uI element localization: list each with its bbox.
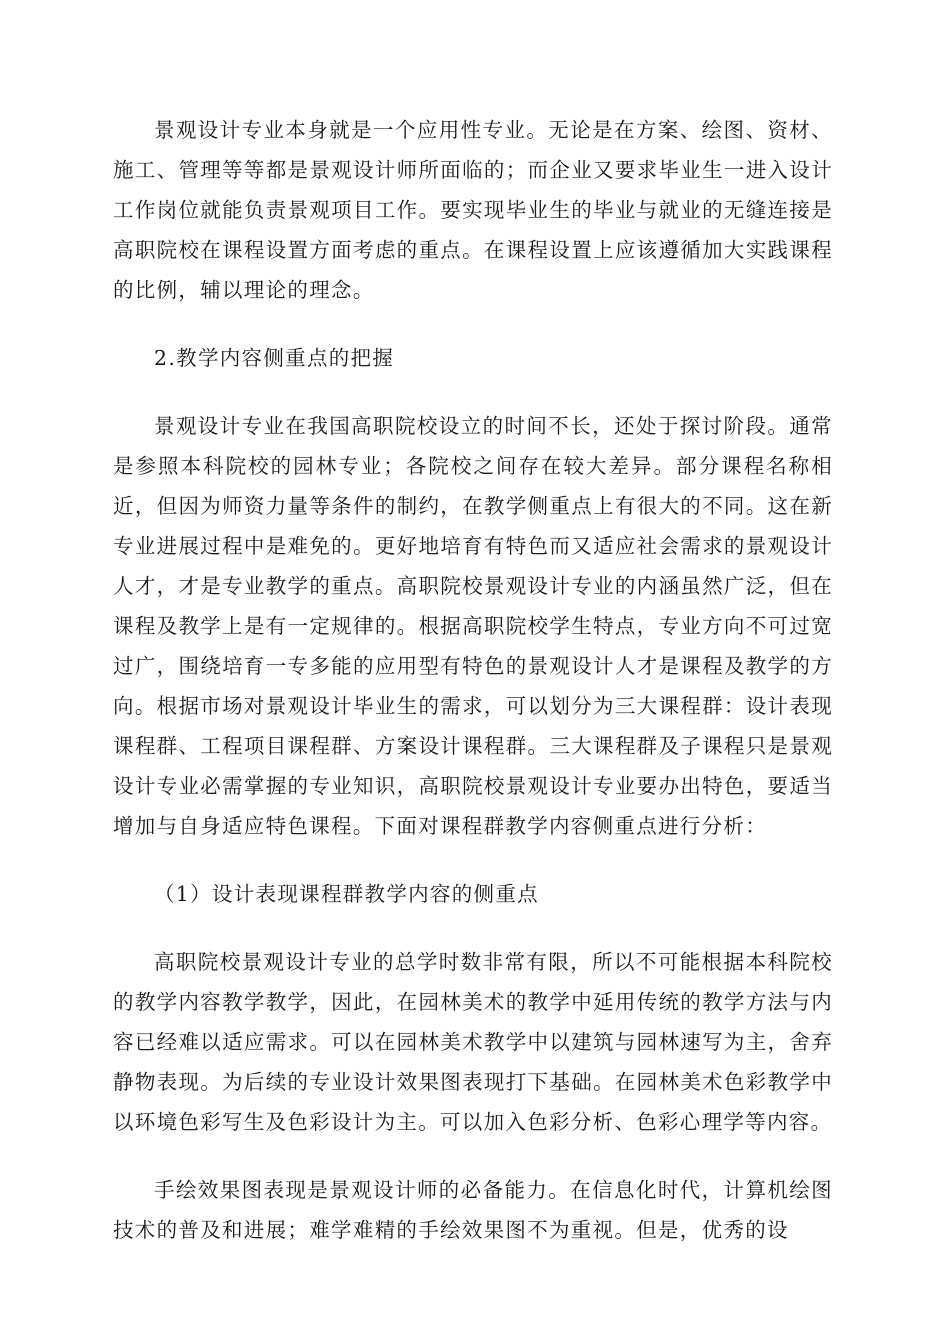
paragraph-application-major: 景观设计专业本身就是一个应用性专业。无论是在方案、绘图、资材、施工、管理等等都是景观设计师所面临的；而企业又要求毕业生一进入设计工作岗位就能负责景观项目工作。要实现毕业生的毕业与就业的无缝连接是高职院校在课程设置方面考虑的重点。在课程设置上应该遵循加大实践课程的比例，辅以理论的理念。: [113, 118, 833, 302]
document-body: [113, 110, 833, 1250]
paragraph-garden-art: 高职院校景观设计专业的总学时数非常有限，所以不可能根据本科院校的教学内容教学教学，因此，在园林美术的教学中延用传统的教学方法与内容已经难以适应需求。可以在园林美术教学中以建筑与园林速写为主，舍弃静物表现。为后续的专业设计效果图表现打下基础。在园林美术色彩教学中以环境色彩写生及色彩设计为主。可以加入色彩分析、色彩心理学等内容。: [113, 950, 833, 1134]
paragraph-hand-drawing: 手绘效果图表现是景观设计师的必备能力。在信息化时代，计算机绘图技术的普及和进展；难学难精的手绘效果图不为重视。但是，优秀的设: [113, 1178, 833, 1242]
paragraph-teaching-content: 景观设计专业在我国高职院校设立的时间不长，还处于探讨阶段。通常是参照本科院校的园林专业；各院校之间存在较大差异。部分课程名称相近，但因为师资力量等条件的制约，在教学侧重点上有很大的不同。这在新专业进展过程中是难免的。更好地培育有特色而又适应社会需求的景观设计人才，才是专业教学的重点。高职院校景观设计专业的内涵虽然广泛，但在课程及教学上是有一定规律的。根据高职院校学生特点，专业方向不可过宽过广，围绕培育一专多能的应用型有特色的景观设计人才是课程及教学的方向。根据市场对景观设计毕业生的需求，可以划分为三大课程群：设计表现课程群、工程项目课程群、方案设计课程群。三大课程群及子课程只是景观设计专业必需掌握的专业知识，高职院校景观设计专业要办出特色，要适当增加与自身适应特色课程。下面对课程群教学内容侧重点进行分析：: [113, 414, 833, 838]
subsection-heading-design-expression: （1）设计表现课程群教学内容的侧重点: [154, 882, 539, 906]
section-heading-teaching-focus: 2.教学内容侧重点的把握: [154, 346, 395, 370]
